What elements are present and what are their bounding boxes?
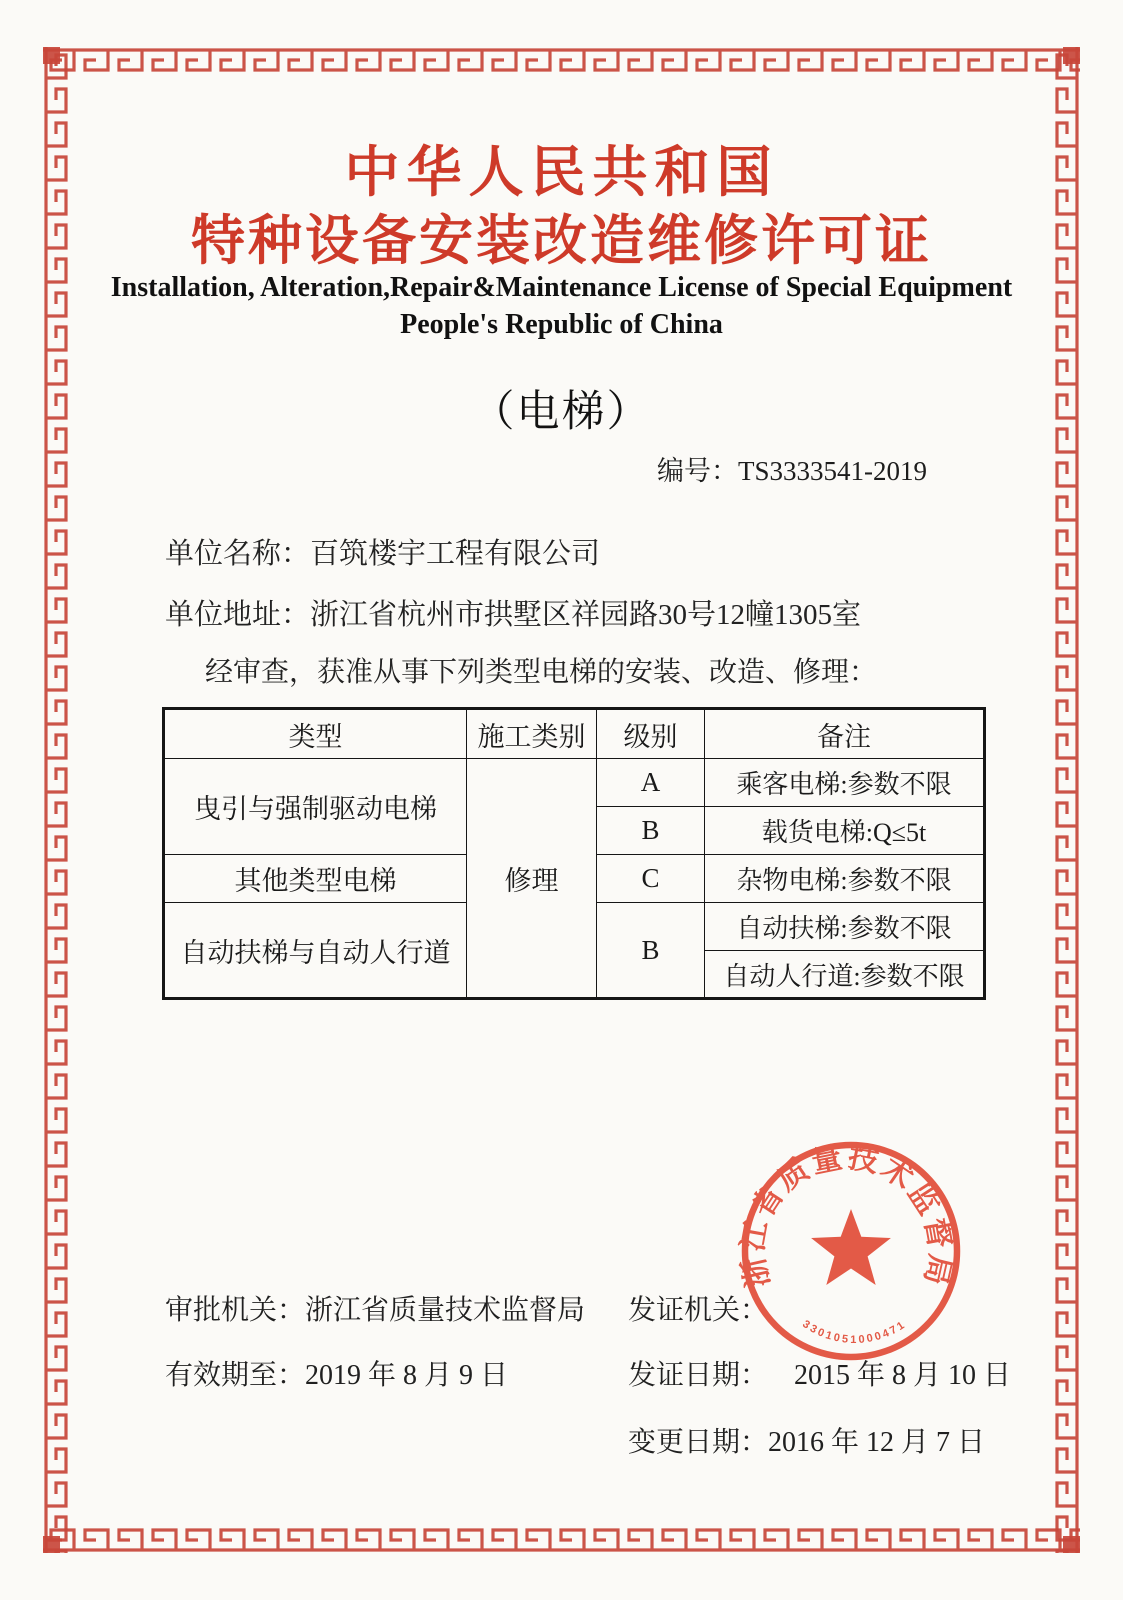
border-corner-tr xyxy=(1063,47,1080,64)
issue-date-value: 2015 年 8 月 10 日 xyxy=(794,1360,1012,1391)
seal-text: 浙江省质量技术监督局 xyxy=(736,1140,957,1291)
cell-remark-passenger: 乘客电梯:参数不限 xyxy=(705,759,985,807)
title-en-line1: Installation, Alteration,Repair&Maintenance License of Special Equipment xyxy=(110,272,1013,303)
border-bottom xyxy=(43,1527,1080,1553)
approval-authority-line xyxy=(165,1288,585,1328)
border-corner-tl xyxy=(43,47,60,64)
unit-name-label: 单位名称： xyxy=(165,538,311,570)
unit-address-line xyxy=(165,592,861,633)
equipment-category: （电梯） xyxy=(471,389,652,436)
col-header-category: 施工类别 xyxy=(467,709,597,759)
cell-level-a: A xyxy=(597,759,705,807)
border-corner-br xyxy=(1063,1536,1080,1553)
cell-type-escalator: 自动扶梯与自动人行道 xyxy=(164,903,467,999)
approval-authority-value: 浙江省质量技术监督局 xyxy=(305,1295,586,1326)
table-row xyxy=(164,759,985,807)
cell-type-other: 其他类型电梯 xyxy=(164,855,467,903)
star-icon xyxy=(811,1209,891,1285)
unit-address-value: 浙江省杭州市拱墅区祥园路30号12幢1305室 xyxy=(310,599,862,631)
official-seal xyxy=(731,1124,979,1382)
col-header-remark: 备注 xyxy=(705,709,985,759)
border-corner-bl xyxy=(43,1536,60,1553)
col-header-level: 级别 xyxy=(597,709,705,759)
unit-name-line xyxy=(165,531,600,572)
table-header-row xyxy=(164,709,985,759)
license-number-line xyxy=(657,449,927,488)
license-number-value: TS3333541-2019 xyxy=(738,456,927,486)
title-cn-line1: 中华人民共和国 xyxy=(344,141,779,203)
cell-remark-escalator: 自动扶梯:参数不限 xyxy=(705,903,985,951)
unit-address-label: 单位地址： xyxy=(165,599,311,631)
change-date-value: 2016 年 12 月 7 日 xyxy=(768,1427,986,1458)
approval-authority-label: 审批机关： xyxy=(165,1295,306,1326)
title-en-line2: People's Republic of China xyxy=(400,309,723,340)
valid-until-label: 有效期至： xyxy=(165,1360,306,1391)
cell-level-c: C xyxy=(597,855,705,903)
border-top xyxy=(43,47,1080,73)
cell-remark-freight: 载货电梯:Q≤5t xyxy=(705,807,985,855)
valid-until-value: 2019 年 8 月 9 日 xyxy=(305,1360,509,1391)
license-number-label: 编号： xyxy=(657,456,738,486)
change-date-line xyxy=(628,1420,985,1460)
col-header-type: 类型 xyxy=(164,709,467,759)
cell-remark-dumbwaiter: 杂物电梯:参数不限 xyxy=(705,855,985,903)
cell-construction-category: 修理 xyxy=(467,759,597,999)
cell-level-b2: B xyxy=(597,903,705,999)
cell-remark-walkway: 自动人行道:参数不限 xyxy=(705,951,985,999)
license-scope-table xyxy=(162,707,986,1000)
change-date-label: 变更日期： xyxy=(628,1427,769,1458)
seal-number: 3301051000471 xyxy=(800,1318,909,1346)
cell-level-b1: B xyxy=(597,807,705,855)
svg-text:3301051000471 xyxy=(800,1318,908,1346)
issuing-authority-label: 发证机关： xyxy=(628,1295,769,1326)
title-cn-line2: 特种设备安装改造维修许可证 xyxy=(191,211,932,271)
issue-date-label: 发证日期： xyxy=(628,1360,769,1391)
valid-until-line xyxy=(165,1353,508,1393)
review-note: 经审查，获准从事下列类型电梯的安装、改造、修理： xyxy=(205,657,878,688)
unit-name-value: 百筑楼宇工程有限公司 xyxy=(310,538,601,570)
cell-type-traction: 曳引与强制驱动电梯 xyxy=(164,759,467,855)
